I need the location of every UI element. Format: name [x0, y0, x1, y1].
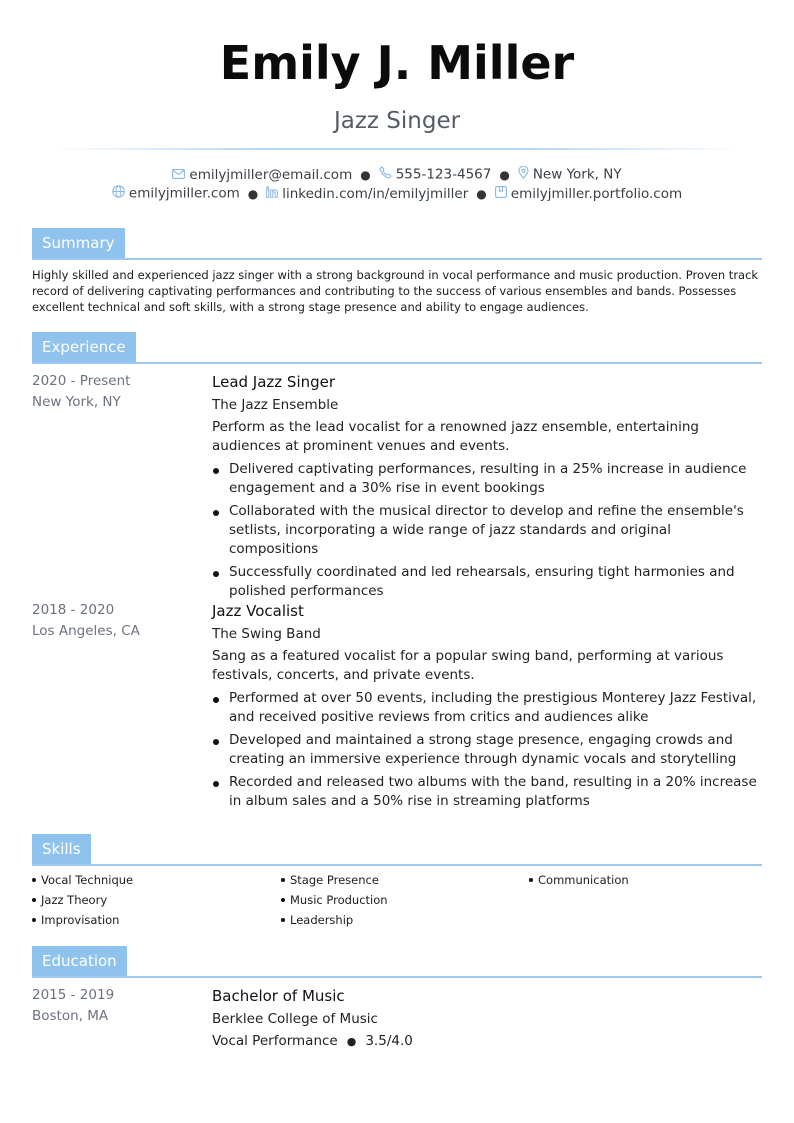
list-item — [212, 563, 764, 601]
candidate-name: Emily J. Miller — [219, 36, 575, 90]
job-description: Perform as the lead vocalist for a renowned jazz ensemble, entertaining audiences at prominent venues and events. — [212, 419, 699, 454]
major: Vocal Performance — [212, 1033, 338, 1049]
separator-dot: ● — [476, 186, 487, 201]
separator-dot: ● — [346, 1035, 357, 1048]
gpa: 3.5/4.0 — [365, 1033, 413, 1049]
bullet-dot — [213, 510, 219, 516]
job-1-meta — [32, 373, 130, 410]
job-location: New York, NY — [32, 394, 121, 410]
skill-text: Music Production — [290, 893, 388, 907]
bullet-dot — [281, 898, 285, 902]
bullet-dot — [32, 878, 36, 882]
job-2-details — [212, 602, 764, 815]
skill-item — [32, 893, 107, 907]
job-title: Jazz Singer — [333, 108, 461, 134]
job-company: The Swing Band — [212, 626, 321, 642]
education-heading: Education — [32, 946, 127, 976]
bullet-dot — [32, 898, 36, 902]
bullet-dot — [281, 918, 285, 922]
list-item — [212, 502, 764, 559]
job-dates: 2020 - Present — [32, 373, 131, 389]
job-description: Sang as a featured vocalist for a popular swing band, performing at various festivals, concerts, and private events. — [212, 648, 724, 683]
education-meta — [32, 987, 114, 1024]
job-dates: 2018 - 2020 — [32, 602, 115, 618]
skill-text: Improvisation — [41, 913, 120, 927]
bullet-dot — [213, 781, 219, 787]
bullet-text: Recorded and released two albums with the band, resulting in a 20% increase in album sales and a 50% rise in streaming platforms — [229, 774, 757, 809]
degree: Bachelor of Music — [212, 987, 345, 1005]
job-title-1: Lead Jazz Singer — [212, 373, 336, 391]
skill-text: Communication — [538, 873, 629, 887]
contact-row-2 — [0, 185, 794, 202]
bullet-text: Collaborated with the musical director to develop and refine the ensemble's setlists, incorporating a wide range of jazz standards and original compositions — [229, 503, 744, 557]
skill-text: Leadership — [290, 913, 354, 927]
separator-dot: ● — [499, 167, 510, 182]
bullet-dot — [213, 739, 219, 745]
job-bullets — [212, 689, 764, 811]
job-location: Los Angeles, CA — [32, 623, 140, 639]
linkedin-icon — [266, 186, 278, 202]
header-divider — [50, 148, 744, 150]
portfolio-icon — [495, 186, 507, 202]
education-extra — [212, 1033, 764, 1049]
skill-item — [32, 913, 119, 927]
bullet-dot — [213, 571, 219, 577]
skill-item — [529, 873, 629, 887]
skill-item — [32, 873, 133, 887]
mail-icon — [172, 167, 185, 183]
list-item — [212, 689, 764, 727]
job-company: The Jazz Ensemble — [212, 397, 339, 413]
bullet-dot — [529, 878, 533, 882]
education-section-header — [32, 946, 762, 978]
phone-text: 555-123-4567 — [395, 166, 492, 183]
list-item — [212, 460, 764, 498]
skill-text: Jazz Theory — [41, 893, 108, 907]
location-text: New York, NY — [532, 166, 622, 183]
education-dates: 2015 - 2019 — [32, 987, 115, 1003]
job-bullets — [212, 460, 764, 601]
contact-portfolio[interactable] — [495, 186, 682, 202]
globe-icon — [112, 185, 125, 202]
bullet-text: Delivered captivating performances, resulting in a 25% increase in audience engagement and a 30% rise in event bookings — [229, 461, 747, 496]
bullet-dot — [213, 697, 219, 703]
location-pin-icon — [518, 166, 529, 183]
skills-section-header — [32, 834, 762, 866]
experience-section-header — [32, 332, 762, 364]
summary-section-header — [32, 228, 762, 260]
email-text: emilyjmiller@email.com — [189, 166, 353, 183]
skills-heading: Skills — [32, 834, 91, 864]
website-text: emilyjmiller.com — [128, 185, 240, 202]
contact-phone[interactable] — [379, 166, 492, 183]
bullet-dot — [32, 918, 36, 922]
list-item — [212, 731, 764, 769]
skill-text: Stage Presence — [290, 873, 379, 887]
phone-icon — [379, 166, 392, 183]
bullet-text: Developed and maintained a strong stage presence, engaging crowds and creating an immersive experience through dynamic vocals and storytelling — [229, 732, 737, 767]
bullet-dot — [213, 468, 219, 474]
separator-dot: ● — [247, 186, 259, 201]
summary-heading: Summary — [32, 228, 125, 258]
skill-item — [281, 893, 388, 907]
job-1-details — [212, 373, 764, 605]
skill-text: Vocal Technique — [41, 873, 134, 887]
list-item — [212, 773, 764, 811]
bullet-text: Successfully coordinated and led rehearsals, ensuring tight harmonies and polished performances — [229, 564, 735, 599]
skill-item — [281, 873, 379, 887]
education-details — [212, 987, 764, 1049]
bullet-text: Performed at over 50 events, including the prestigious Monterey Jazz Festival, and received positive reviews from critics and audiences alike — [229, 690, 757, 725]
separator-dot: ● — [360, 167, 371, 182]
summary-text: Highly skilled and experienced jazz singer with a strong background in vocal performance and music production. Proven track record of delivering captivating performances and contributing to the success of various ensembles and bands. Possesses excellent technical and soft skills, with a strong stage presence and ability to engage audiences. — [32, 268, 759, 314]
skill-item — [281, 913, 353, 927]
contact-website[interactable] — [112, 185, 240, 202]
portfolio-text: emilyjmiller.portfolio.com — [510, 185, 683, 202]
experience-heading: Experience — [32, 332, 136, 362]
contact-row-1 — [0, 166, 794, 183]
contact-location — [518, 166, 622, 183]
job-title-2: Jazz Vocalist — [212, 602, 304, 620]
bullet-dot — [281, 878, 285, 882]
linkedin-text: linkedin.com/in/emilyjmiller — [282, 185, 469, 202]
education-location: Boston, MA — [32, 1008, 109, 1024]
contact-linkedin[interactable] — [266, 186, 468, 202]
school: Berklee College of Music — [212, 1011, 378, 1027]
contact-email[interactable] — [172, 167, 352, 183]
job-2-meta — [32, 602, 140, 639]
